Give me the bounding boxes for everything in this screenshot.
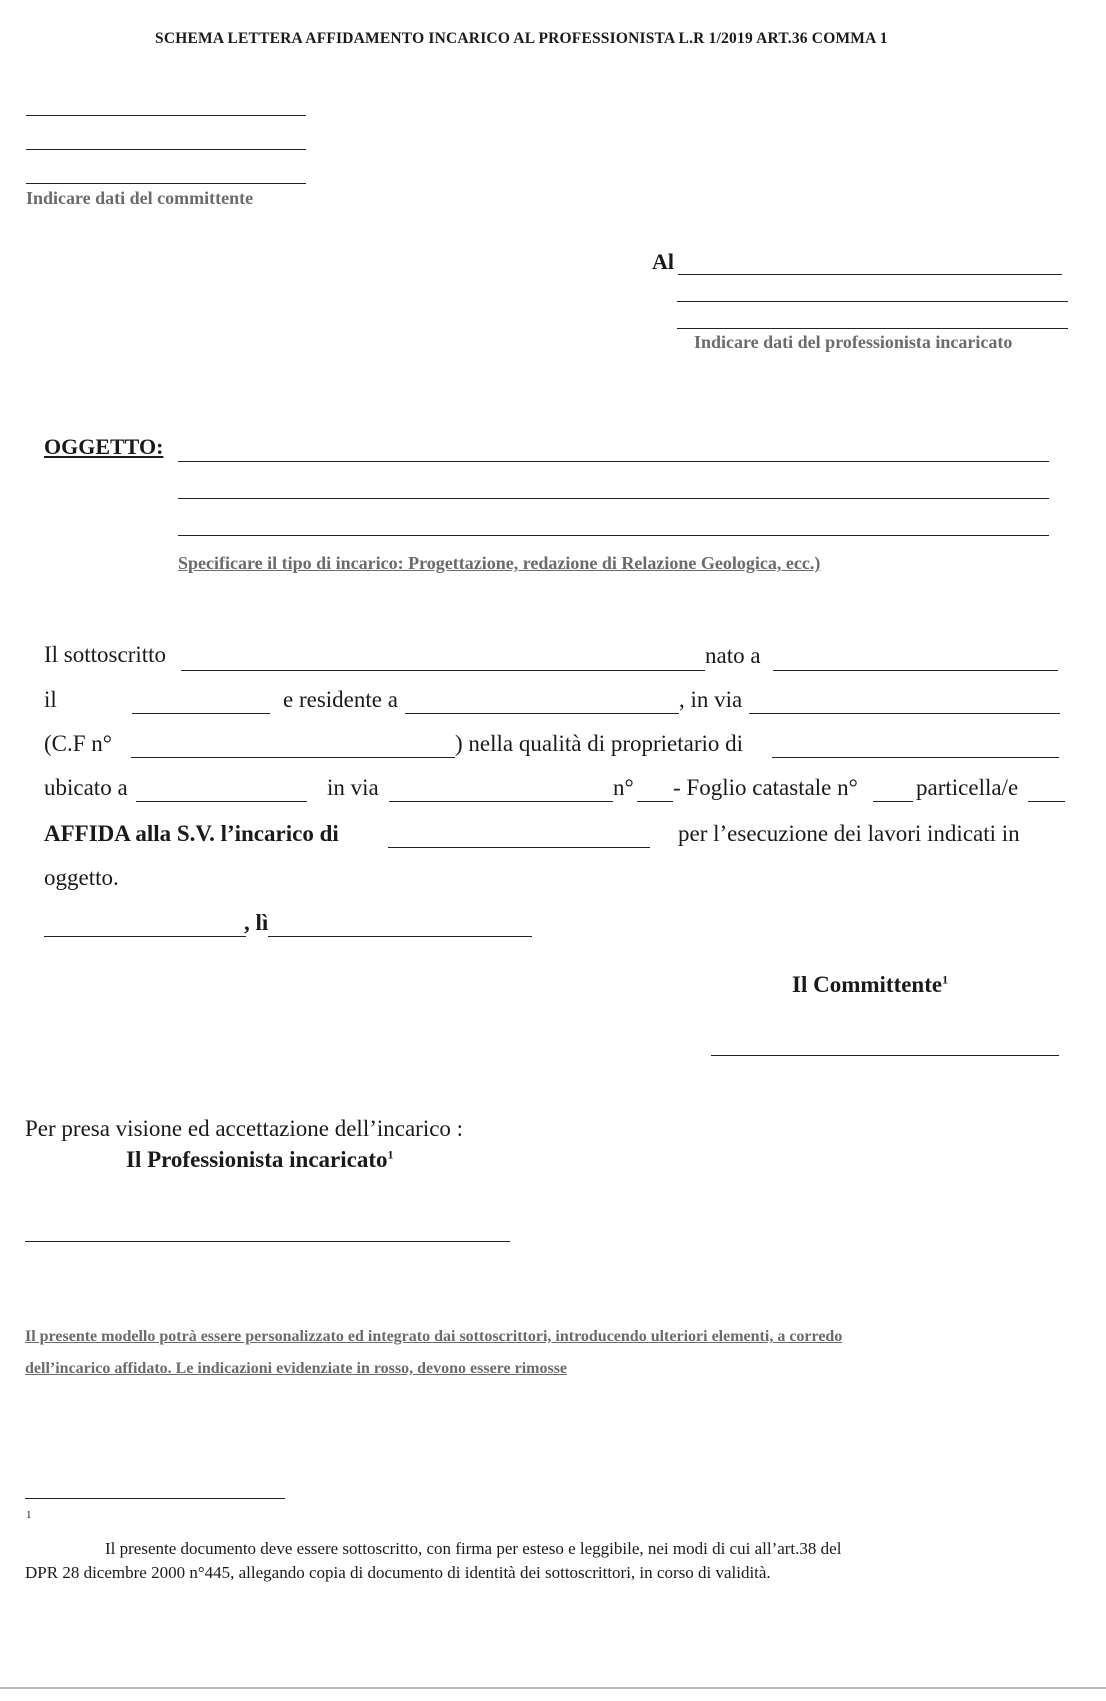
residente-a-line: [405, 713, 679, 714]
affida-label: AFFIDA alla S.V. l’incarico di: [44, 821, 339, 846]
destinatario-line-1: [678, 274, 1062, 275]
committente-signature-line: [711, 1055, 1059, 1056]
document-title: SCHEMA LETTERA AFFIDAMENTO INCARICO AL PROFESSIONISTA L.R 1/2019 ART.36 COMMA 1: [155, 30, 888, 47]
residente-a-label: e residente a: [283, 687, 398, 712]
luogo-line: [44, 936, 246, 937]
in-via-label-1: , in via: [679, 687, 743, 712]
oggetto-end-label: oggetto.: [44, 865, 119, 890]
sottoscritto-line: [181, 670, 705, 671]
numero-line: [637, 801, 673, 802]
data-nascita-line: [132, 713, 270, 714]
page-bottom-edge: [0, 1687, 1106, 1689]
esecuzione-label: per l’esecuzione dei lavori indicati in: [678, 821, 1020, 846]
incarico-line: [388, 847, 650, 848]
destinatario-hint: Indicare dati del professionista incaricato: [694, 332, 1013, 352]
destinatario-line-2: [677, 301, 1068, 302]
footnote-separator: [25, 1498, 285, 1499]
nato-a-line: [773, 670, 1058, 671]
data-line: [268, 936, 532, 937]
oggetto-hint: Specificare il tipo di incarico: Progettazione, redazione di Relazione Geologica, ecc.): [178, 553, 821, 573]
professionista-signature-line: [25, 1241, 510, 1242]
note-modello-line-1: Il presente modello potrà essere personalizzato ed integrato dai sottoscrittori, introducendo ulteriori elementi, a corredo: [25, 1328, 843, 1345]
al-label: Al: [652, 249, 674, 274]
cf-line: [131, 757, 455, 758]
nato-a-label: nato a: [705, 643, 761, 668]
destinatario-line-3: [677, 328, 1068, 329]
in-via-line-2: [389, 801, 613, 802]
committente-line-3: [26, 183, 306, 184]
il-label: il: [44, 687, 57, 712]
committente-line-1: [26, 115, 306, 116]
professionista-footnote-ref: 1: [387, 1147, 394, 1162]
foglio-line: [873, 801, 913, 802]
foglio-label: - Foglio catastale n°: [673, 775, 858, 800]
accettazione-intro: Per presa visione ed accettazione dell’incarico :: [25, 1116, 464, 1141]
particella-label: particella/e: [916, 775, 1019, 800]
professionista-signature-label: Il Professionista incaricato$^1$: [126, 1147, 394, 1172]
footnote-line-2: DPR 28 dicembre 2000 n°445, allegando copia di documento di identità dei sottoscrittori, in corso di validità.: [25, 1563, 771, 1582]
oggetto-line-1: [178, 461, 1049, 462]
in-via-label-2: in via: [327, 775, 379, 800]
committente-hint: Indicare dati del committente: [26, 188, 254, 208]
proprieta-line: [772, 757, 1059, 758]
cf-label: (C.F n°: [44, 731, 112, 756]
oggetto-line-2: [178, 498, 1049, 499]
oggetto-line-3: [178, 535, 1049, 536]
numero-label: n°: [613, 775, 634, 800]
sottoscritto-label: Il sottoscritto: [44, 642, 167, 667]
committente-footnote-ref: 1: [942, 972, 949, 987]
footnote-number: 1: [26, 1509, 32, 1521]
committente-signature-label: Il Committente$^1$: [792, 972, 949, 997]
committente-line-2: [26, 149, 306, 150]
ubicato-a-line: [136, 801, 307, 802]
ubicato-a-label: ubicato a: [44, 775, 128, 800]
footnote-line-1: Il presente documento deve essere sottoscritto, con firma per esteso e leggibile, nei modi di cui all’art.38 del: [105, 1539, 842, 1558]
note-modello-line-2: dell’incarico affidato. Le indicazioni evidenziate in rosso, devono essere rimosse: [25, 1360, 568, 1377]
li-label: , lì: [244, 910, 269, 935]
particella-line: [1028, 801, 1065, 802]
in-via-line-1: [749, 713, 1060, 714]
qualita-label: ) nella qualità di proprietario di: [455, 731, 744, 756]
oggetto-label: OGGETTO:: [44, 434, 164, 459]
